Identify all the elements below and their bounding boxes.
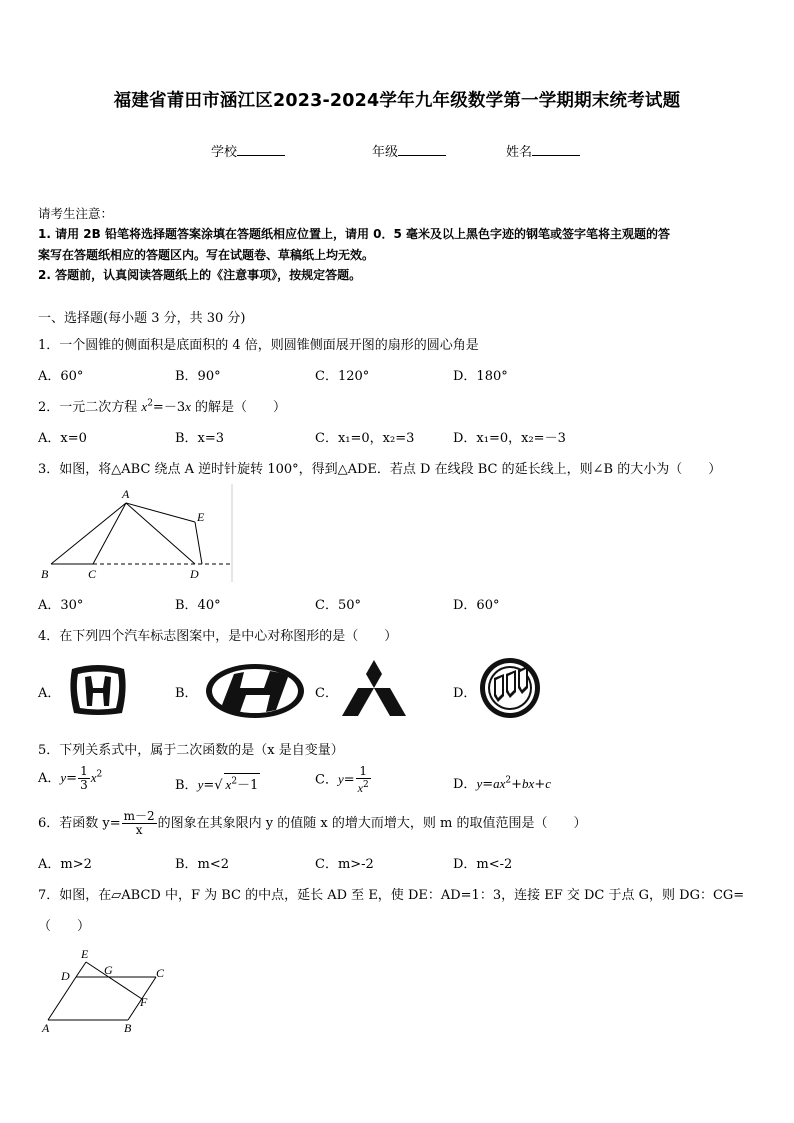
grade-blank [398,143,446,156]
q1-option-d: D．180° [453,369,508,384]
q6-stem-suffix: 的图象在其象限内 y 的值随 x 的增大而增大，则 m 的取值范围是（ ） [157,816,587,831]
q3-option-d: D．60° [453,598,500,613]
q5-label-c: C． [315,772,338,788]
name-field [506,141,580,160]
hyundai-logo-icon [204,662,306,720]
q1-option-b: B．90° [175,369,221,384]
q5-option-c: C．y= $\frac{1}{x^2}$ [315,764,369,795]
school-label: 学校 [211,145,238,160]
name-blank [532,143,580,156]
q2-stem: 2．一元二次方程 $x^2=-3x$ 的解是（ ） [38,398,287,415]
page-title: 福建省莆田市涵江区2023-2024学年九年级数学第一学期期末统考试题 [113,91,681,111]
q5-label-d: D． [453,777,477,792]
notice-item-1b: 案写在答题纸相应的答题区内。写在试题卷、草稿纸上均无效。 [38,248,375,262]
q7-stem-line1: 7．如图，在▱ABCD 中，F 为 BC 的中点，延长 AD 至 E，使 DE：AD=1：3，连接 EF 交 DC 于点 G，则 DG：CG= [38,888,745,903]
grade-field [372,141,446,160]
q7-label-c: C [156,966,165,980]
q1-option-a: A．60° [38,369,84,384]
q3-label-e: E [197,510,205,524]
q2-option-d: D．x₁=0，x₂=－3 [453,431,566,446]
q1-option-c: C．120° [315,369,370,384]
mitsubishi-logo-icon [342,658,406,718]
notice-heading: 请考生注意： [38,206,114,221]
q6-stem [38,810,586,837]
buick-logo-icon [478,656,542,720]
q2-stem-prefix: 2．一元二次方程 [38,400,142,415]
q3-label-a: A [122,487,130,501]
honda-logo-icon [66,661,130,717]
q5-label-b: B． [175,778,198,793]
q4-stem: 4．在下列四个汽车标志图案中，是中心对称图形的是（ ） [38,629,398,644]
q7-parallelogram-figure [34,944,174,1036]
q2-option-c: C．x₁=0，x₂=3 [315,431,415,446]
q2-option-a: A．x=0 [38,431,87,446]
q5-stem: 5．下列关系式中，属于二次函数的是（x 是自变量） [38,743,344,758]
q6-option-d: D．m<-2 [453,857,513,872]
q2-stem-suffix: 的解是（ ） [195,400,287,415]
q7-label-b: B [124,1021,132,1035]
q6-option-c: C．m>-2 [315,857,374,872]
q4-label-a: A． [38,686,61,701]
q6-stem-prefix: 6．若函数 y= [38,816,121,831]
q1-stem: 1．一个圆锥的侧面积是底面积的 4 倍，则圆锥侧面展开图的扇形的圆心角是 [38,338,479,353]
q3-option-b: B．40° [175,598,221,613]
q5-option-a: A．y= $\frac{1}{3}$ $x^2$ [38,764,103,792]
q3-label-d: D [190,567,199,581]
q3-stem: 3．如图，将△ABC 绕点 A 逆时针旋转 100°，得到△ADE．若点 D 在线段 BC 的延长线上，则∠B 的大小为（ ） [38,462,722,477]
q5-label-a: A． [38,771,61,786]
q5-option-d: D．$y=ax^2+bx+c$ [453,775,552,792]
q7-label-a: A [42,1021,50,1035]
q3-option-c: C．50° [315,598,361,613]
school-field [211,141,285,160]
notice-item-2: 2. 答题前，认真阅读答题纸上的《注意事项》，按规定答题。 [38,268,362,282]
q7-label-d: D [61,969,70,983]
q6-option-a: A．m>2 [38,857,92,872]
q7-stem-line2: （ ） [38,919,91,934]
q3-label-c: C [88,567,97,581]
notice-item-1a: 1. 请用 2B 铅笔将选择题答案涂填在答题纸相应位置上，请用 0．5 毫米及以上黑色字迹的钢笔或签字笔将主观题的答 [38,227,670,241]
q6-option-b: B．m<2 [175,857,230,872]
q2-option-b: B．x=3 [175,431,225,446]
q7-label-f: F [140,995,148,1009]
q4-label-d: D． [453,686,477,701]
q6-frac-num: m－2 [123,809,155,823]
q4-label-c: C． [315,686,338,701]
q4-label-b: B． [175,686,198,701]
q5-option-b: B．y=√ $x^2-1$ [175,773,260,793]
section-heading: 一、选择题(每小题 3 分，共 30 分) [38,311,246,326]
q6-frac-den: x [135,823,143,837]
q7-label-g: G [104,963,113,977]
q3-option-a: A．30° [38,598,84,613]
q3-label-b: B [41,567,49,581]
q3-triangle-figure [36,484,236,584]
school-blank [237,143,285,156]
grade-label: 年级 [372,145,399,160]
q7-label-e: E [81,947,89,961]
name-label: 姓名 [506,145,533,160]
